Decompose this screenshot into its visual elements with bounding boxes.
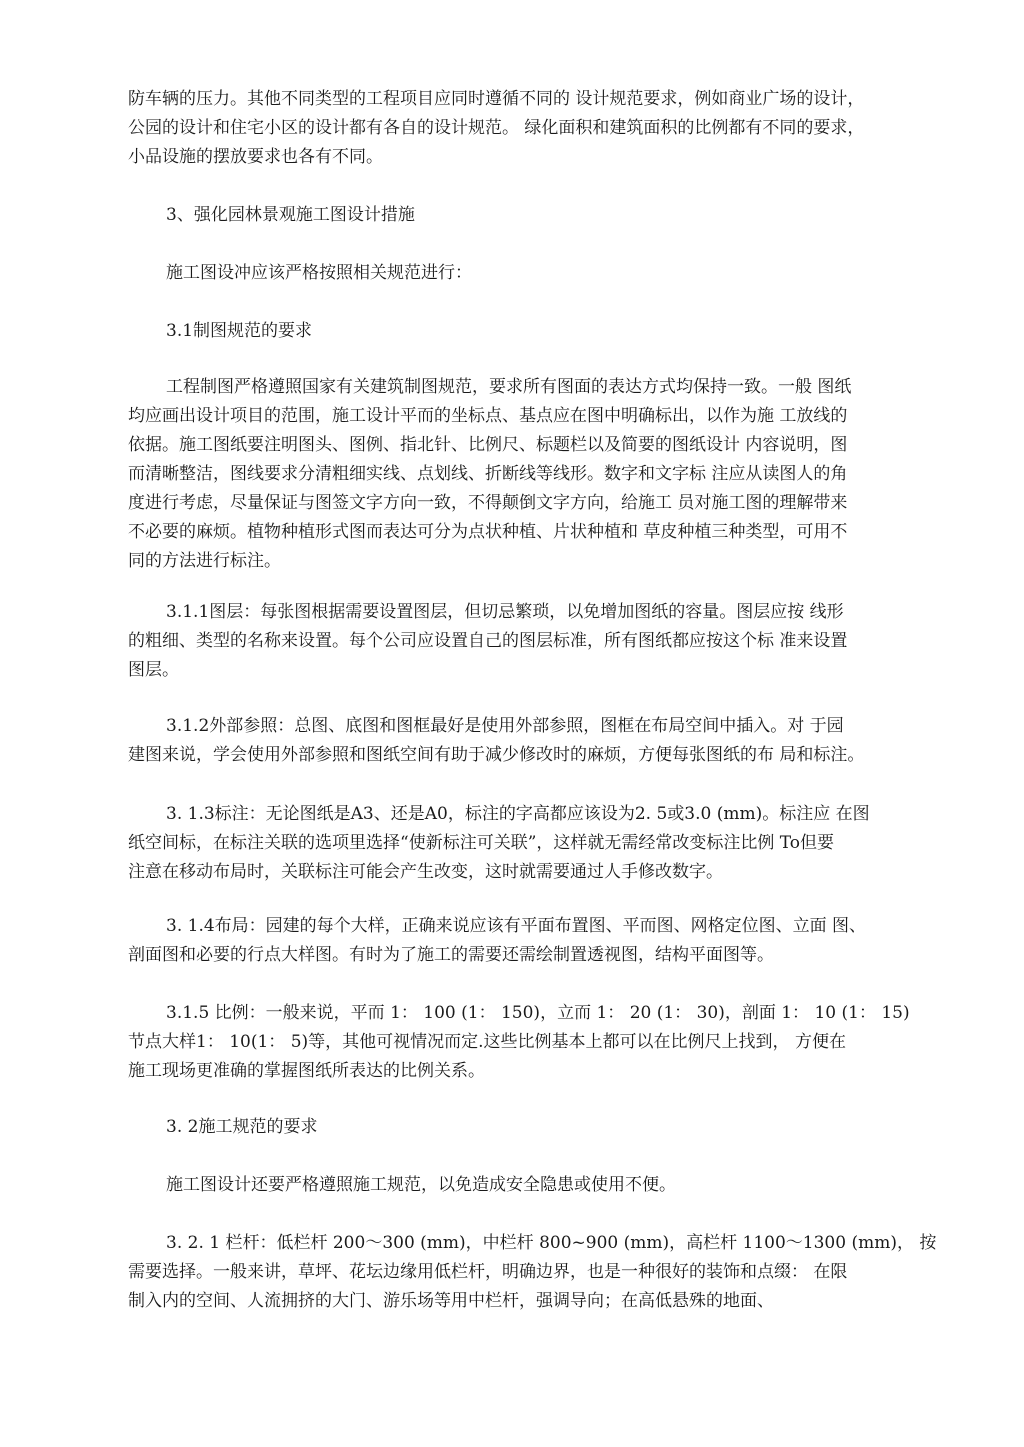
text-line: 3. 1.4布局：园建的每个大样，正确来说应该有平面布置图、平而图、网格定位图、立面 图、 — [166, 916, 867, 936]
text-line: 公园的设计和住宅小区的设计都有各自的设计规范。 绿化面积和建筑面积的比例都有不同的要求， — [128, 118, 865, 138]
text-line: 施工图设计还要严格遵照施工规范，以免造成安全隐患或使用不便。 — [166, 1175, 676, 1195]
text-line: 度进行考虑，尽量保证与图签文字方向一致，不得颠倒文字方向，给施工 员对施工图的理解带来 — [128, 493, 848, 513]
text-line: 建图来说，学会使用外部参照和图纸空间有助于减少修改时的麻烦，方便每张图纸的布 局和标注。 — [128, 745, 865, 765]
paragraph-3-1-2-xref — [128, 712, 908, 770]
text-line: 施工图设冲应该严格按照相关规范进行： — [166, 263, 472, 283]
text-line: 图层。 — [128, 660, 179, 680]
paragraph-drafting-standards — [128, 373, 908, 576]
text-line: 3.1.2外部参照：总图、底图和图框最好是使用外部参照，图框在布局空间中插入。对 于园 — [166, 716, 844, 736]
text-line: 依据。施工图纸要注明图头、图例、指北针、比例尺、标题栏以及简要的图纸设计 内容说明，图 — [128, 435, 848, 455]
section-heading-3-2 — [128, 1113, 908, 1142]
heading-text: 3、强化园林景观施工图设计措施 — [166, 205, 415, 225]
paragraph-3-1-3-dimension — [128, 800, 908, 887]
text-line: 施工现场更准确的掌握图纸所表达的比例关系。 — [128, 1061, 485, 1081]
text-line: 3.1.1图层：每张图根据需要设置图层，但切忌繁琐，以免增加图纸的容量。图层应按 线形 — [166, 602, 844, 622]
text-line: 3.1.5 比例：一般来说，平而 1： 100 (1： 150)，立而 1： 20 (1： 30)，剖面 1： 10 (1： 15) — [166, 1003, 910, 1023]
text-line: 不必要的麻烦。植物种植形式图而表达可分为点状种植、片状种植和 草皮种植三种类型，可用不 — [128, 522, 848, 542]
text-line: 制入内的空间、人流拥挤的大门、游乐场等用中栏杆，强调导向；在高低悬殊的地面、 — [128, 1291, 774, 1311]
text-line: 均应画出设计项目的范围，施工设计平而的坐标点、基点应在图中明确标出，以作为施 工放线的 — [128, 406, 848, 426]
paragraph-intro-3 — [128, 259, 908, 288]
section-heading-3 — [128, 201, 908, 230]
text-line: 需要选择。一般来讲，草坪、花坛边缘用低栏杆，明确边界，也是一种很好的装饰和点缀： 在限 — [128, 1262, 848, 1282]
text-line: 而清晰整洁，图线要求分清粗细实线、点划线、折断线等线形。数字和文字标 注应从读图人的角 — [128, 464, 848, 484]
paragraph-3-1-1-layers — [128, 598, 908, 685]
text-line: 同的方法进行标注。 — [128, 551, 281, 571]
text-line: 纸空间标，在标注关联的选项里选择“使新标注可关联”，这样就无需经常改变标注比例 To但要 — [128, 833, 835, 853]
section-heading-3-1 — [128, 317, 908, 346]
heading-text: 3. 2施工规范的要求 — [166, 1117, 318, 1137]
paragraph-3-2-1-railings — [128, 1229, 937, 1316]
paragraph-construction-norms — [128, 1171, 908, 1200]
paragraph-3-1-5-scale — [128, 999, 908, 1086]
text-line: 3. 1.3标注：无论图纸是A3、还是A0，标注的字高都应该设为2. 5或3.0 (mm)。标注应 在图 — [166, 804, 870, 824]
text-line: 防车辆的压力。其他不同类型的工程项目应同时遵循不同的 设计规范要求，例如商业广场的设计， — [128, 89, 865, 109]
text-line: 的粗细、类型的名称来设置。每个公司应设置自己的图层标准，所有图纸都应按这个标 准来设置 — [128, 631, 848, 651]
paragraph-3-1-4-layout — [128, 912, 908, 970]
text-line: 小品设施的摆放要求也各有不同。 — [128, 147, 383, 167]
text-line: 节点大样1： 10(1： 5)等，其他可视情况而定.这些比例基本上都可以在比例尺上找到， 方便在 — [128, 1032, 846, 1052]
text-line: 剖面图和必要的行点大样图。有时为了施工的需要还需绘制置透视图，结构平面图等。 — [128, 945, 774, 965]
text-line: 3. 2. 1 栏杆：低栏杆 200～300 (mm)，中栏杆 800~900 (mm)，高栏杆 1100～1300 (mm)， 按 — [166, 1233, 937, 1253]
text-line: 注意在移动布局时，关联标注可能会产生改变，这时就需要通过人手修改数字。 — [128, 862, 723, 882]
text-line: 工程制图严格遵照国家有关建筑制图规范，要求所有图面的表达方式均保持一致。一般 图纸 — [166, 377, 852, 397]
paragraph-regulations-intro — [128, 85, 908, 172]
heading-text: 3.1制图规范的要求 — [166, 321, 313, 341]
